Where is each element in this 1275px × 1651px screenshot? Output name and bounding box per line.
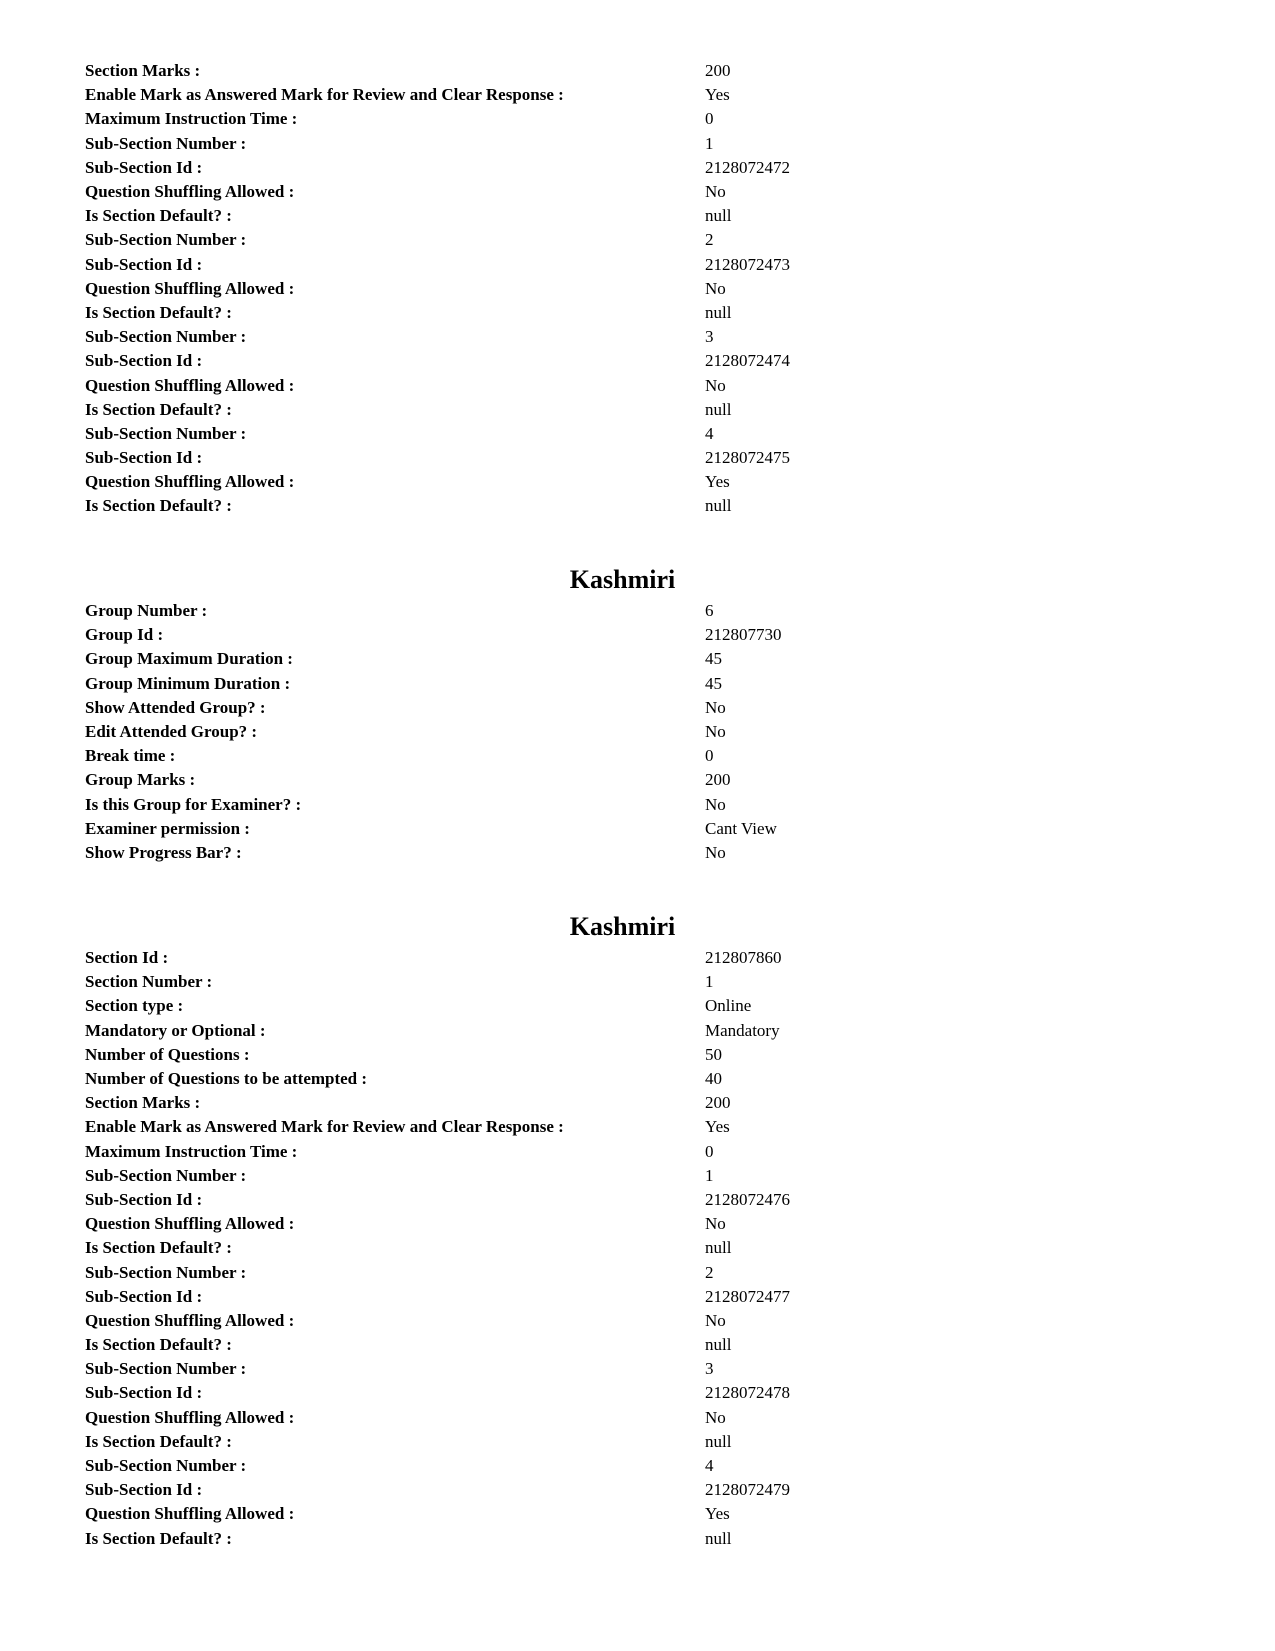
detail-label: Is this Group for Examiner? : <box>85 794 302 814</box>
detail-value: null <box>705 399 732 419</box>
detail-label: Is Section Default? : <box>85 1238 232 1258</box>
detail-row <box>85 1381 1185 1405</box>
detail-row <box>85 1309 1185 1333</box>
detail-value: 1 <box>705 133 714 153</box>
detail-value: 1 <box>705 1165 714 1185</box>
detail-label: Enable Mark as Answered Mark for Review and Clear Response : <box>85 85 564 105</box>
detail-row <box>85 946 1185 970</box>
detail-row <box>85 1527 1185 1551</box>
detail-row <box>85 1140 1185 1164</box>
detail-label: Question Shuffling Allowed : <box>85 472 295 492</box>
detail-value: Yes <box>705 472 730 492</box>
detail-value: Mandatory <box>705 1020 780 1040</box>
detail-value: No <box>705 1310 726 1330</box>
detail-value: 200 <box>705 61 731 81</box>
detail-value: 212807730 <box>705 625 782 645</box>
detail-value: Online <box>705 996 752 1016</box>
detail-value: null <box>705 1335 732 1355</box>
detail-value: 45 <box>705 649 722 669</box>
group-details <box>85 599 1185 865</box>
detail-label: Sub-Section Id : <box>85 351 203 371</box>
detail-label: Sub-Section Number : <box>85 423 247 443</box>
section-title: Kashmiri <box>569 912 676 941</box>
detail-row <box>85 180 1185 204</box>
detail-value: 0 <box>705 109 714 129</box>
detail-value: Cant View <box>705 818 777 838</box>
detail-label: Examiner permission : <box>85 818 250 838</box>
detail-label: Is Section Default? : <box>85 1335 232 1355</box>
group-title: Kashmiri <box>569 565 676 594</box>
detail-value: 2 <box>705 230 714 250</box>
detail-label: Sub-Section Id : <box>85 1286 203 1306</box>
detail-value: No <box>705 375 726 395</box>
detail-value: No <box>705 1407 726 1427</box>
detail-row <box>85 817 1185 841</box>
detail-value: null <box>705 1238 732 1258</box>
detail-row <box>85 696 1185 720</box>
detail-label: Sub-Section Id : <box>85 1383 203 1403</box>
detail-value: 2128072479 <box>705 1480 790 1500</box>
detail-row <box>85 1115 1185 1139</box>
detail-label: Group Id : <box>85 625 164 645</box>
detail-label: Mandatory or Optional : <box>85 1020 266 1040</box>
detail-label: Section Marks : <box>85 61 201 81</box>
detail-row <box>85 398 1185 422</box>
detail-row <box>85 1430 1185 1454</box>
detail-row <box>85 1285 1185 1309</box>
detail-label: Sub-Section Id : <box>85 1189 203 1209</box>
detail-label: Sub-Section Number : <box>85 230 247 250</box>
detail-label: Sub-Section Number : <box>85 1359 247 1379</box>
detail-value: 200 <box>705 1093 731 1113</box>
detail-value: 212807860 <box>705 948 782 968</box>
detail-label: Sub-Section Id : <box>85 157 203 177</box>
detail-value: Yes <box>705 85 730 105</box>
detail-label: Section type : <box>85 996 184 1016</box>
detail-label: Edit Attended Group? : <box>85 722 258 742</box>
detail-label: Sub-Section Id : <box>85 254 203 274</box>
detail-row <box>85 1067 1185 1091</box>
detail-row <box>85 768 1185 792</box>
detail-row <box>85 373 1185 397</box>
detail-value: 2128072476 <box>705 1189 790 1209</box>
detail-row <box>85 156 1185 180</box>
detail-label: Question Shuffling Allowed : <box>85 1504 295 1524</box>
detail-value: No <box>705 697 726 717</box>
detail-row <box>85 349 1185 373</box>
detail-value: No <box>705 182 726 202</box>
detail-row <box>85 301 1185 325</box>
detail-value: Yes <box>705 1504 730 1524</box>
detail-label: Show Attended Group? : <box>85 697 266 717</box>
detail-row <box>85 841 1185 865</box>
detail-value: 2128072474 <box>705 351 790 371</box>
detail-label: Sub-Section Number : <box>85 1262 247 1282</box>
detail-value: 2128072473 <box>705 254 790 274</box>
detail-row <box>85 494 1185 518</box>
detail-value: No <box>705 842 726 862</box>
detail-label: Is Section Default? : <box>85 206 232 226</box>
detail-row <box>85 325 1185 349</box>
section-details-top <box>85 59 1185 519</box>
detail-row <box>85 1260 1185 1284</box>
detail-row <box>85 422 1185 446</box>
detail-row <box>85 793 1185 817</box>
detail-row <box>85 720 1185 744</box>
detail-value: No <box>705 722 726 742</box>
detail-row <box>85 744 1185 768</box>
detail-value: null <box>705 206 732 226</box>
detail-label: Is Section Default? : <box>85 399 232 419</box>
detail-value: 2128072477 <box>705 1286 790 1306</box>
detail-label: Group Minimum Duration : <box>85 673 291 693</box>
detail-row <box>85 1454 1185 1478</box>
detail-row <box>85 1357 1185 1381</box>
detail-label: Is Section Default? : <box>85 302 232 322</box>
detail-row <box>85 1043 1185 1067</box>
section-heading <box>0 912 1275 942</box>
detail-label: Section Id : <box>85 948 169 968</box>
detail-value: 45 <box>705 673 722 693</box>
detail-row <box>85 994 1185 1018</box>
detail-label: Question Shuffling Allowed : <box>85 182 295 202</box>
detail-label: Number of Questions to be attempted : <box>85 1069 368 1089</box>
detail-label: Break time : <box>85 746 176 766</box>
detail-row <box>85 647 1185 671</box>
detail-row <box>85 107 1185 131</box>
detail-row <box>85 132 1185 156</box>
detail-value: No <box>705 794 726 814</box>
detail-label: Sub-Section Number : <box>85 1165 247 1185</box>
detail-row <box>85 1502 1185 1526</box>
detail-value: 3 <box>705 327 714 347</box>
detail-value: 2 <box>705 1262 714 1282</box>
detail-label: Show Progress Bar? : <box>85 842 242 862</box>
detail-label: Section Number : <box>85 972 213 992</box>
detail-value: 4 <box>705 423 714 443</box>
detail-value: 200 <box>705 770 731 790</box>
detail-label: Is Section Default? : <box>85 1431 232 1451</box>
detail-value: 1 <box>705 972 714 992</box>
detail-row <box>85 672 1185 696</box>
detail-row <box>85 623 1185 647</box>
detail-value: 6 <box>705 601 714 621</box>
detail-value: 0 <box>705 746 714 766</box>
detail-value: 2128072478 <box>705 1383 790 1403</box>
detail-row <box>85 253 1185 277</box>
detail-row <box>85 1212 1185 1236</box>
detail-row <box>85 83 1185 107</box>
detail-value: 40 <box>705 1069 722 1089</box>
detail-label: Question Shuffling Allowed : <box>85 1214 295 1234</box>
detail-label: Sub-Section Number : <box>85 1456 247 1476</box>
detail-value: null <box>705 1431 732 1451</box>
detail-row <box>85 204 1185 228</box>
detail-row <box>85 1333 1185 1357</box>
detail-value: 50 <box>705 1044 722 1064</box>
detail-label: Question Shuffling Allowed : <box>85 1310 295 1330</box>
detail-row <box>85 446 1185 470</box>
detail-label: Is Section Default? : <box>85 496 232 516</box>
detail-label: Group Maximum Duration : <box>85 649 293 669</box>
detail-row <box>85 1478 1185 1502</box>
group-heading <box>0 565 1275 595</box>
detail-label: Is Section Default? : <box>85 1528 232 1548</box>
detail-row <box>85 470 1185 494</box>
detail-row <box>85 1019 1185 1043</box>
detail-label: Question Shuffling Allowed : <box>85 1407 295 1427</box>
detail-label: Sub-Section Number : <box>85 327 247 347</box>
detail-value: Yes <box>705 1117 730 1137</box>
section-details <box>85 946 1185 1551</box>
detail-value: null <box>705 496 732 516</box>
detail-value: 0 <box>705 1141 714 1161</box>
detail-label: Number of Questions : <box>85 1044 250 1064</box>
detail-value: 2128072472 <box>705 157 790 177</box>
detail-value: null <box>705 1528 732 1548</box>
detail-row <box>85 1236 1185 1260</box>
detail-row <box>85 1188 1185 1212</box>
detail-label: Group Marks : <box>85 770 196 790</box>
detail-value: 4 <box>705 1456 714 1476</box>
detail-label: Enable Mark as Answered Mark for Review and Clear Response : <box>85 1117 564 1137</box>
detail-label: Maximum Instruction Time : <box>85 109 298 129</box>
detail-value: 2128072475 <box>705 448 790 468</box>
detail-row <box>85 1164 1185 1188</box>
detail-row <box>85 599 1185 623</box>
detail-value: null <box>705 302 732 322</box>
detail-row <box>85 1406 1185 1430</box>
detail-label: Maximum Instruction Time : <box>85 1141 298 1161</box>
detail-label: Sub-Section Number : <box>85 133 247 153</box>
detail-row <box>85 228 1185 252</box>
detail-label: Sub-Section Id : <box>85 448 203 468</box>
detail-label: Question Shuffling Allowed : <box>85 278 295 298</box>
detail-label: Section Marks : <box>85 1093 201 1113</box>
detail-row <box>85 970 1185 994</box>
detail-label: Group Number : <box>85 601 208 621</box>
detail-value: No <box>705 278 726 298</box>
detail-row <box>85 1091 1185 1115</box>
detail-row <box>85 277 1185 301</box>
detail-row <box>85 59 1185 83</box>
detail-label: Question Shuffling Allowed : <box>85 375 295 395</box>
detail-label: Sub-Section Id : <box>85 1480 203 1500</box>
detail-value: No <box>705 1214 726 1234</box>
detail-value: 3 <box>705 1359 714 1379</box>
